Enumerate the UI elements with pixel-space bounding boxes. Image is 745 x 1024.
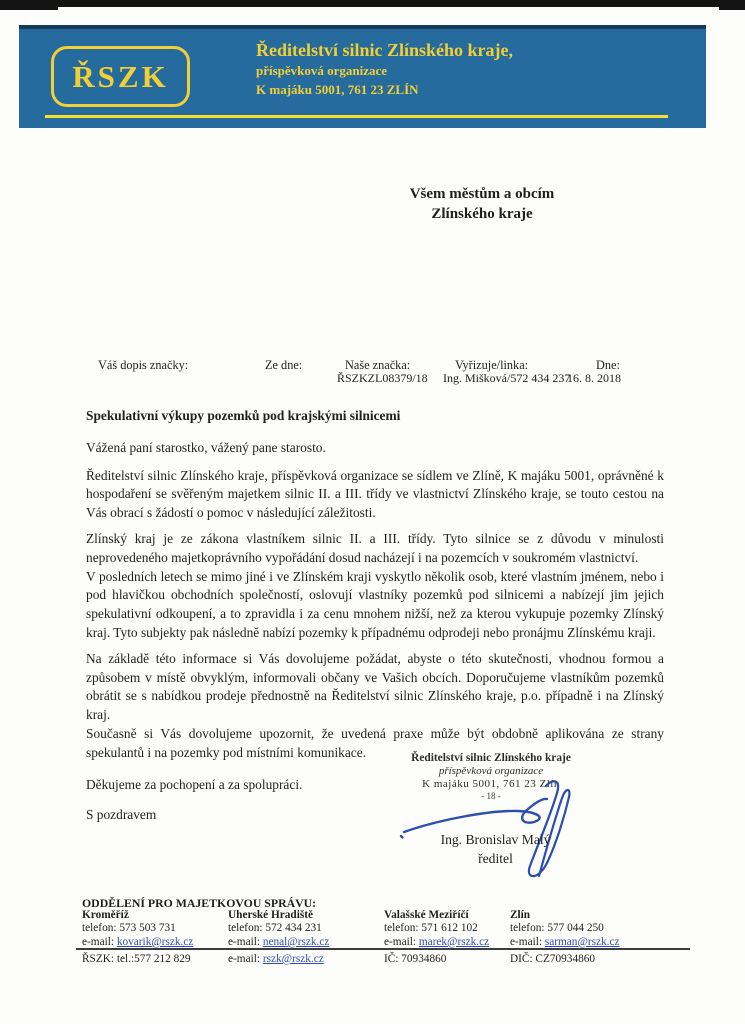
phone-value: 572 434 231 <box>265 922 322 935</box>
phone-label: telefon: <box>82 922 117 935</box>
phone-value: 571 612 102 <box>421 922 478 935</box>
letterhead-divider <box>45 115 668 118</box>
scan-edge-top-right <box>719 0 745 10</box>
your-ref-label: Váš dopis značky: <box>98 358 189 372</box>
footer-divider <box>76 948 690 950</box>
office-kromeriz <box>82 909 232 949</box>
footer-department-title: ODDĚLENÍ PRO MAJETKOVOU SPRÁVU: <box>82 896 317 910</box>
paragraph: V posledních letech se mimo jiné i ve Zlínském kraji vyskytlo několik osob, které vlastním jménem, nebo i pod hlavičkou obchodních společností, oslovují vlastníky pozemků pod silnicemi a nabízejí jim jejich spekulativní odkoupení, a to zpravidla i za cenu mnohem nižší, než za kterou vykupuje pozemky Zlínský kraj. Tyto subjekty pak následně nabízí pozemky k případnému odprodeji nebo pronájmu Zlínskému kraji. <box>86 568 664 640</box>
rszk-email-cell <box>228 953 324 965</box>
office-city: Uherské Hradiště <box>228 909 314 921</box>
phone-value: 573 503 731 <box>119 922 176 935</box>
rszk-email-link[interactable]: rszk@rszk.cz <box>262 953 324 965</box>
recipient-line2: Zlínského kraje <box>431 206 533 222</box>
signature-dot <box>401 836 403 838</box>
phone-label: telefon: <box>510 922 545 935</box>
paragraph: Ředitelství silnic Zlínského kraje, příspěvková organizace se sídlem ve Zlíně, K majáku 5001, oprávněné k hospodaření se svěřeným majetkem silnic II. a III. třídy ve vlastnictví Zlínského kraje, se touto cestou na Vás obrací s žádostí o pomoc v následující záležitosti. <box>86 467 664 521</box>
org-address: K majáku 5001, 761 23 ZLÍN <box>256 82 419 97</box>
recipient-line1: Všem městům a obcím <box>409 186 555 202</box>
signatory-title: ředitel <box>478 851 513 866</box>
from-date-label: Ze dne: <box>265 358 303 372</box>
our-ref-value: ŘSZKZL08379/18 <box>337 371 428 385</box>
date-label: Dne: <box>596 358 620 372</box>
rszk-phone: ŘSZK: tel.:577 212 829 <box>82 953 191 965</box>
handled-by-value: Ing. Mišková/572 434 237 <box>443 371 571 385</box>
paragraph: Současně si Vás dovolujeme upozornit, že uvedená praxe může být obdobně aplikována ze strany spekulantů i na pozemky pod místními komunikace. <box>86 725 664 760</box>
scan-edge-top <box>0 0 745 7</box>
salutation: Vážená paní starostko, vážený pane starosto. <box>86 439 326 455</box>
recipient-address <box>362 184 602 224</box>
phone-value: 577 044 250 <box>547 922 604 935</box>
signature-stroke-main <box>404 799 547 832</box>
email-label: e-mail: <box>384 935 416 948</box>
email-link[interactable]: sarman@rszk.cz <box>544 935 620 948</box>
phone-label: telefon: <box>384 922 419 935</box>
email-label: e-mail: <box>228 953 260 965</box>
org-name: Ředitelství silnic Zlínského kraje, <box>256 40 514 60</box>
our-ref-label: Naše značka: <box>345 358 411 372</box>
paragraph: Zlínský kraj je ze zákona vlastníkem silnic II. a III. třídy. Tyto silnice se z důvodu v minulosti neprovedeného majetkoprávního vypořádání dosud nacházejí i na pozemcích v soukromém vlastnictví. <box>86 530 664 565</box>
email-link[interactable]: nenal@rszk.cz <box>262 935 330 948</box>
stamp-org-address: K majáku 5001, 761 23 Zlín <box>422 778 560 790</box>
office-city: Valašské Meziříčí <box>384 909 469 921</box>
email-link[interactable]: kovarik@rszk.cz <box>116 935 194 948</box>
stamp-org-type: příspěvková organizace <box>438 765 544 777</box>
stamp-number: - 18 - <box>481 791 501 801</box>
thanks-line: Děkujeme za pochopení a za spolupráci. <box>86 776 303 792</box>
company-dic: DIČ: CZ70934860 <box>510 953 596 965</box>
office-phone <box>228 922 378 935</box>
subject-line: Spekulativní výkupy pozemků pod krajskými silnicemi <box>86 408 401 423</box>
org-type: příspěvková organizace <box>256 63 388 78</box>
email-link[interactable]: marek@rszk.cz <box>418 935 490 948</box>
paragraph: Na základě této informace si Vás dovolujeme požádat, abyste o této skutečnosti, vhodnou formou a způsobem v místě obvyklým, informovali občany ve Vašich obcích. Doporučujeme vlastníkům pozemků obrátit se s nabídkou prodeje přednostně na Ředitelství silnic Zlínského kraje, p.o. případně i na Zlínský kraj. <box>86 650 664 723</box>
stamp-org-name: Ředitelství silnic Zlínského kraje <box>411 752 571 764</box>
office-uherske-hradiste <box>228 909 378 949</box>
handled-by-label: Vyřizuje/linka: <box>455 358 529 372</box>
signatory-block <box>408 830 583 868</box>
email-label: e-mail: <box>228 935 260 948</box>
signatory-name: Ing. Bronislav Malý <box>440 832 551 847</box>
scan-edge-top-left <box>0 0 58 10</box>
email-label: e-mail: <box>82 935 114 948</box>
phone-label: telefon: <box>228 922 263 935</box>
rszk-logo-text: ŘSZK <box>72 58 169 94</box>
date-value: 16. 8. 2018 <box>567 371 621 385</box>
letterhead-org-block <box>256 39 513 99</box>
office-city: Kroměříž <box>82 909 129 921</box>
office-phone <box>510 922 660 935</box>
office-phone <box>82 922 232 935</box>
letterhead-band <box>19 25 706 128</box>
closing-line: S pozdravem <box>86 807 157 823</box>
office-zlin <box>510 909 660 949</box>
rszk-logo <box>51 46 190 107</box>
office-city: Zlín <box>510 909 531 921</box>
email-label: e-mail: <box>510 935 542 948</box>
company-ic: IČ: 70934860 <box>384 953 447 965</box>
